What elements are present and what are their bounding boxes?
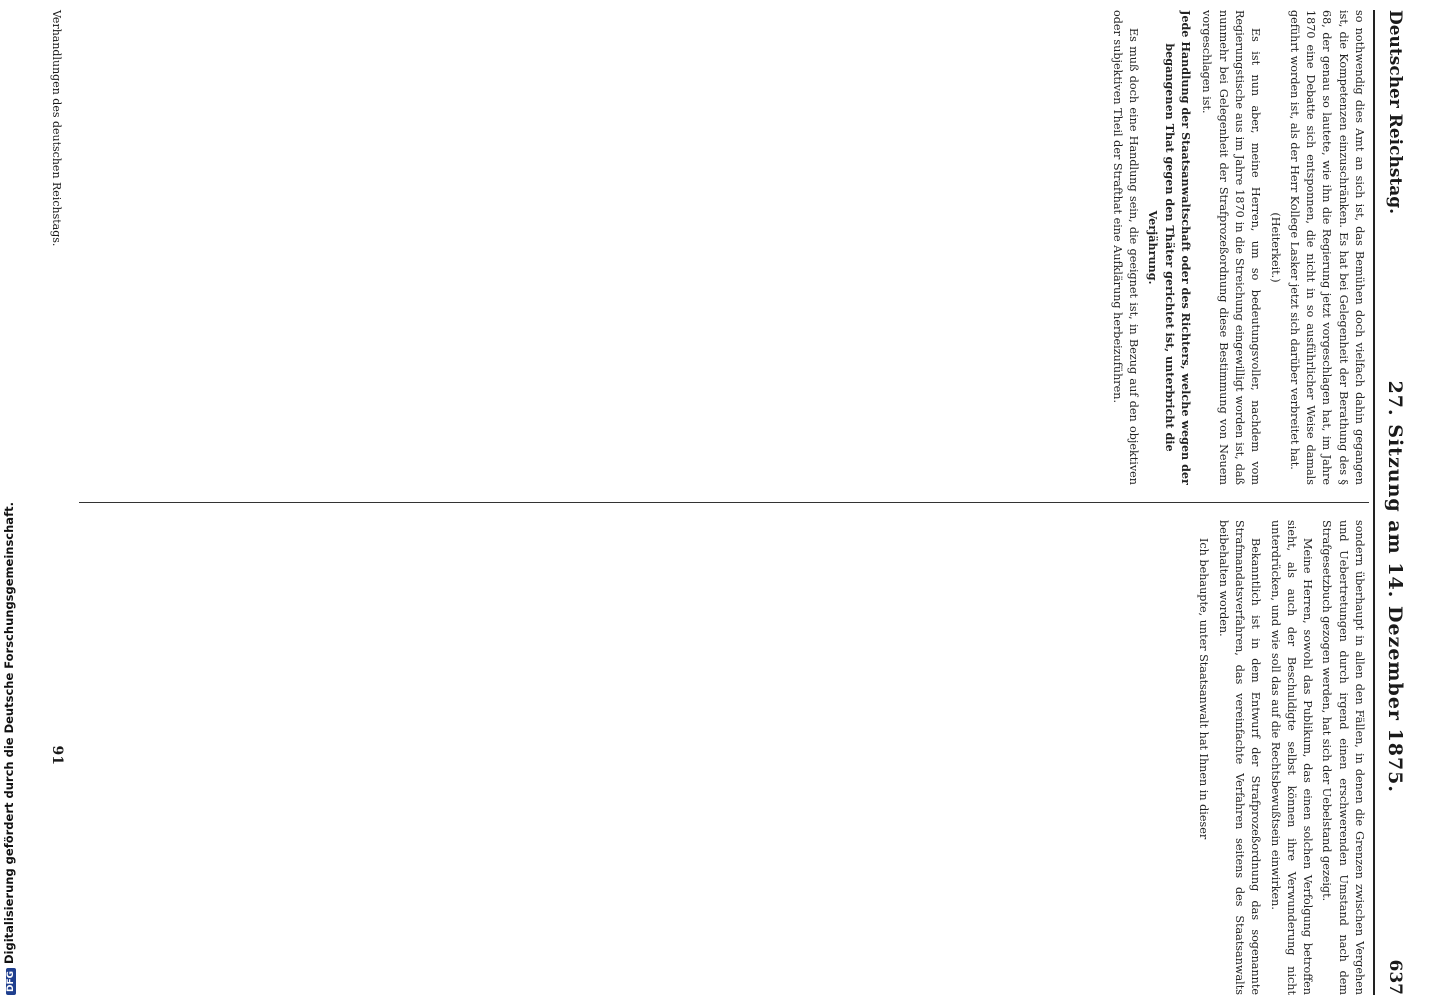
digitization-note xyxy=(2,5,18,995)
paragraph: Meine Herren, sowohl das Publikum, das einen solchen Verfolgung betroffen sieht, als auch der Beschuldigte selbst können ihre Verwunderung nicht unterdrücken, und wie soll das auf die Rechtsbewußtsein einwirken. xyxy=(1268,520,1315,995)
paragraph: sondern überhaupt in allen den Fällen, in denen die Grenzen zwischen Vergehen und Uebertretungen durch irgend einen erschwerenden Umstand nach dem Strafgesetzbuch gezogen werden, hat sich der Uebelstand gezeigt. xyxy=(1320,520,1366,995)
paragraph: Es muß doch eine Handlung sein, die geeignet ist, in Bezug auf den objektiven oder subjektiven Theil der Strafthat eine Aufklärung herbeizuführen. xyxy=(1110,10,1141,485)
dfg-logo-icon: DFG xyxy=(6,968,16,995)
page-header xyxy=(1373,10,1415,995)
paragraph: so nothwendig dies Amt an sich ist, das Bemühen doch vielfach dahin gegangen ist, die Kompetenzen einzuschränken. Es hat bei Gelegenheit der Berathung des § 68, der genau so lautete, wie ihn die Regierung jetzt vorgeschlagen hat, im Jahre 1870 eine Debatte sich entsponnen, die nicht in so ausführlicher Weise damals geführt worden ist, als der Herr Kollege Lasker jetzt sich darüber verbreitet hat. xyxy=(1287,10,1366,485)
header-page-number: 637 xyxy=(1385,959,1405,995)
column-divider xyxy=(79,502,1369,503)
page-footer xyxy=(37,10,77,995)
paragraph: Es ist nun aber, meine Herren, um so bedeutungsvoller, nachdem vom Regierungstische aus im Jahre 1870 in die Streichung eingewilligt worden ist, daß nunmehr bei Gelegenheit der Strafprozeßordnung diese Bestimmung von Neuem vorgeschlagen ist. xyxy=(1200,10,1263,485)
quoted-clause: Jede Handlung der Staatsanwaltschaft oder des Richters, welche wegen der begangenen That gegen den Thäter gerichtet ist, unterbricht die Verjährung. xyxy=(1146,10,1194,485)
rotated-page-content xyxy=(25,10,1415,995)
paragraph: Bekanntlich ist in dem Entwurf der Strafprozeßordnung das sogenannte Strafmandatsverfahren, das vereinfachte Verfahren seitens des Staatsanwalts beibehalten worden. xyxy=(1216,520,1263,995)
right-column xyxy=(87,520,1367,995)
footer-page-number: 91 xyxy=(49,745,65,765)
interjection: (Heiterkeit.) xyxy=(1268,212,1282,283)
digitization-text: Digitalisierung gefördert durch die Deutsche Forschungsgemeinschaft. xyxy=(2,502,16,964)
footer-source: Verhandlungen des deutschen Reichstags. xyxy=(50,10,64,247)
paragraph: Ich behaupte, unter Staatsanwalt hat Ihnen in dieser xyxy=(1197,538,1211,840)
header-title: Deutscher Reichstag. xyxy=(1385,10,1405,215)
header-sitting: 27. Sitzung am 14. Dezember 1875. xyxy=(1384,380,1406,794)
left-column xyxy=(87,10,1367,485)
